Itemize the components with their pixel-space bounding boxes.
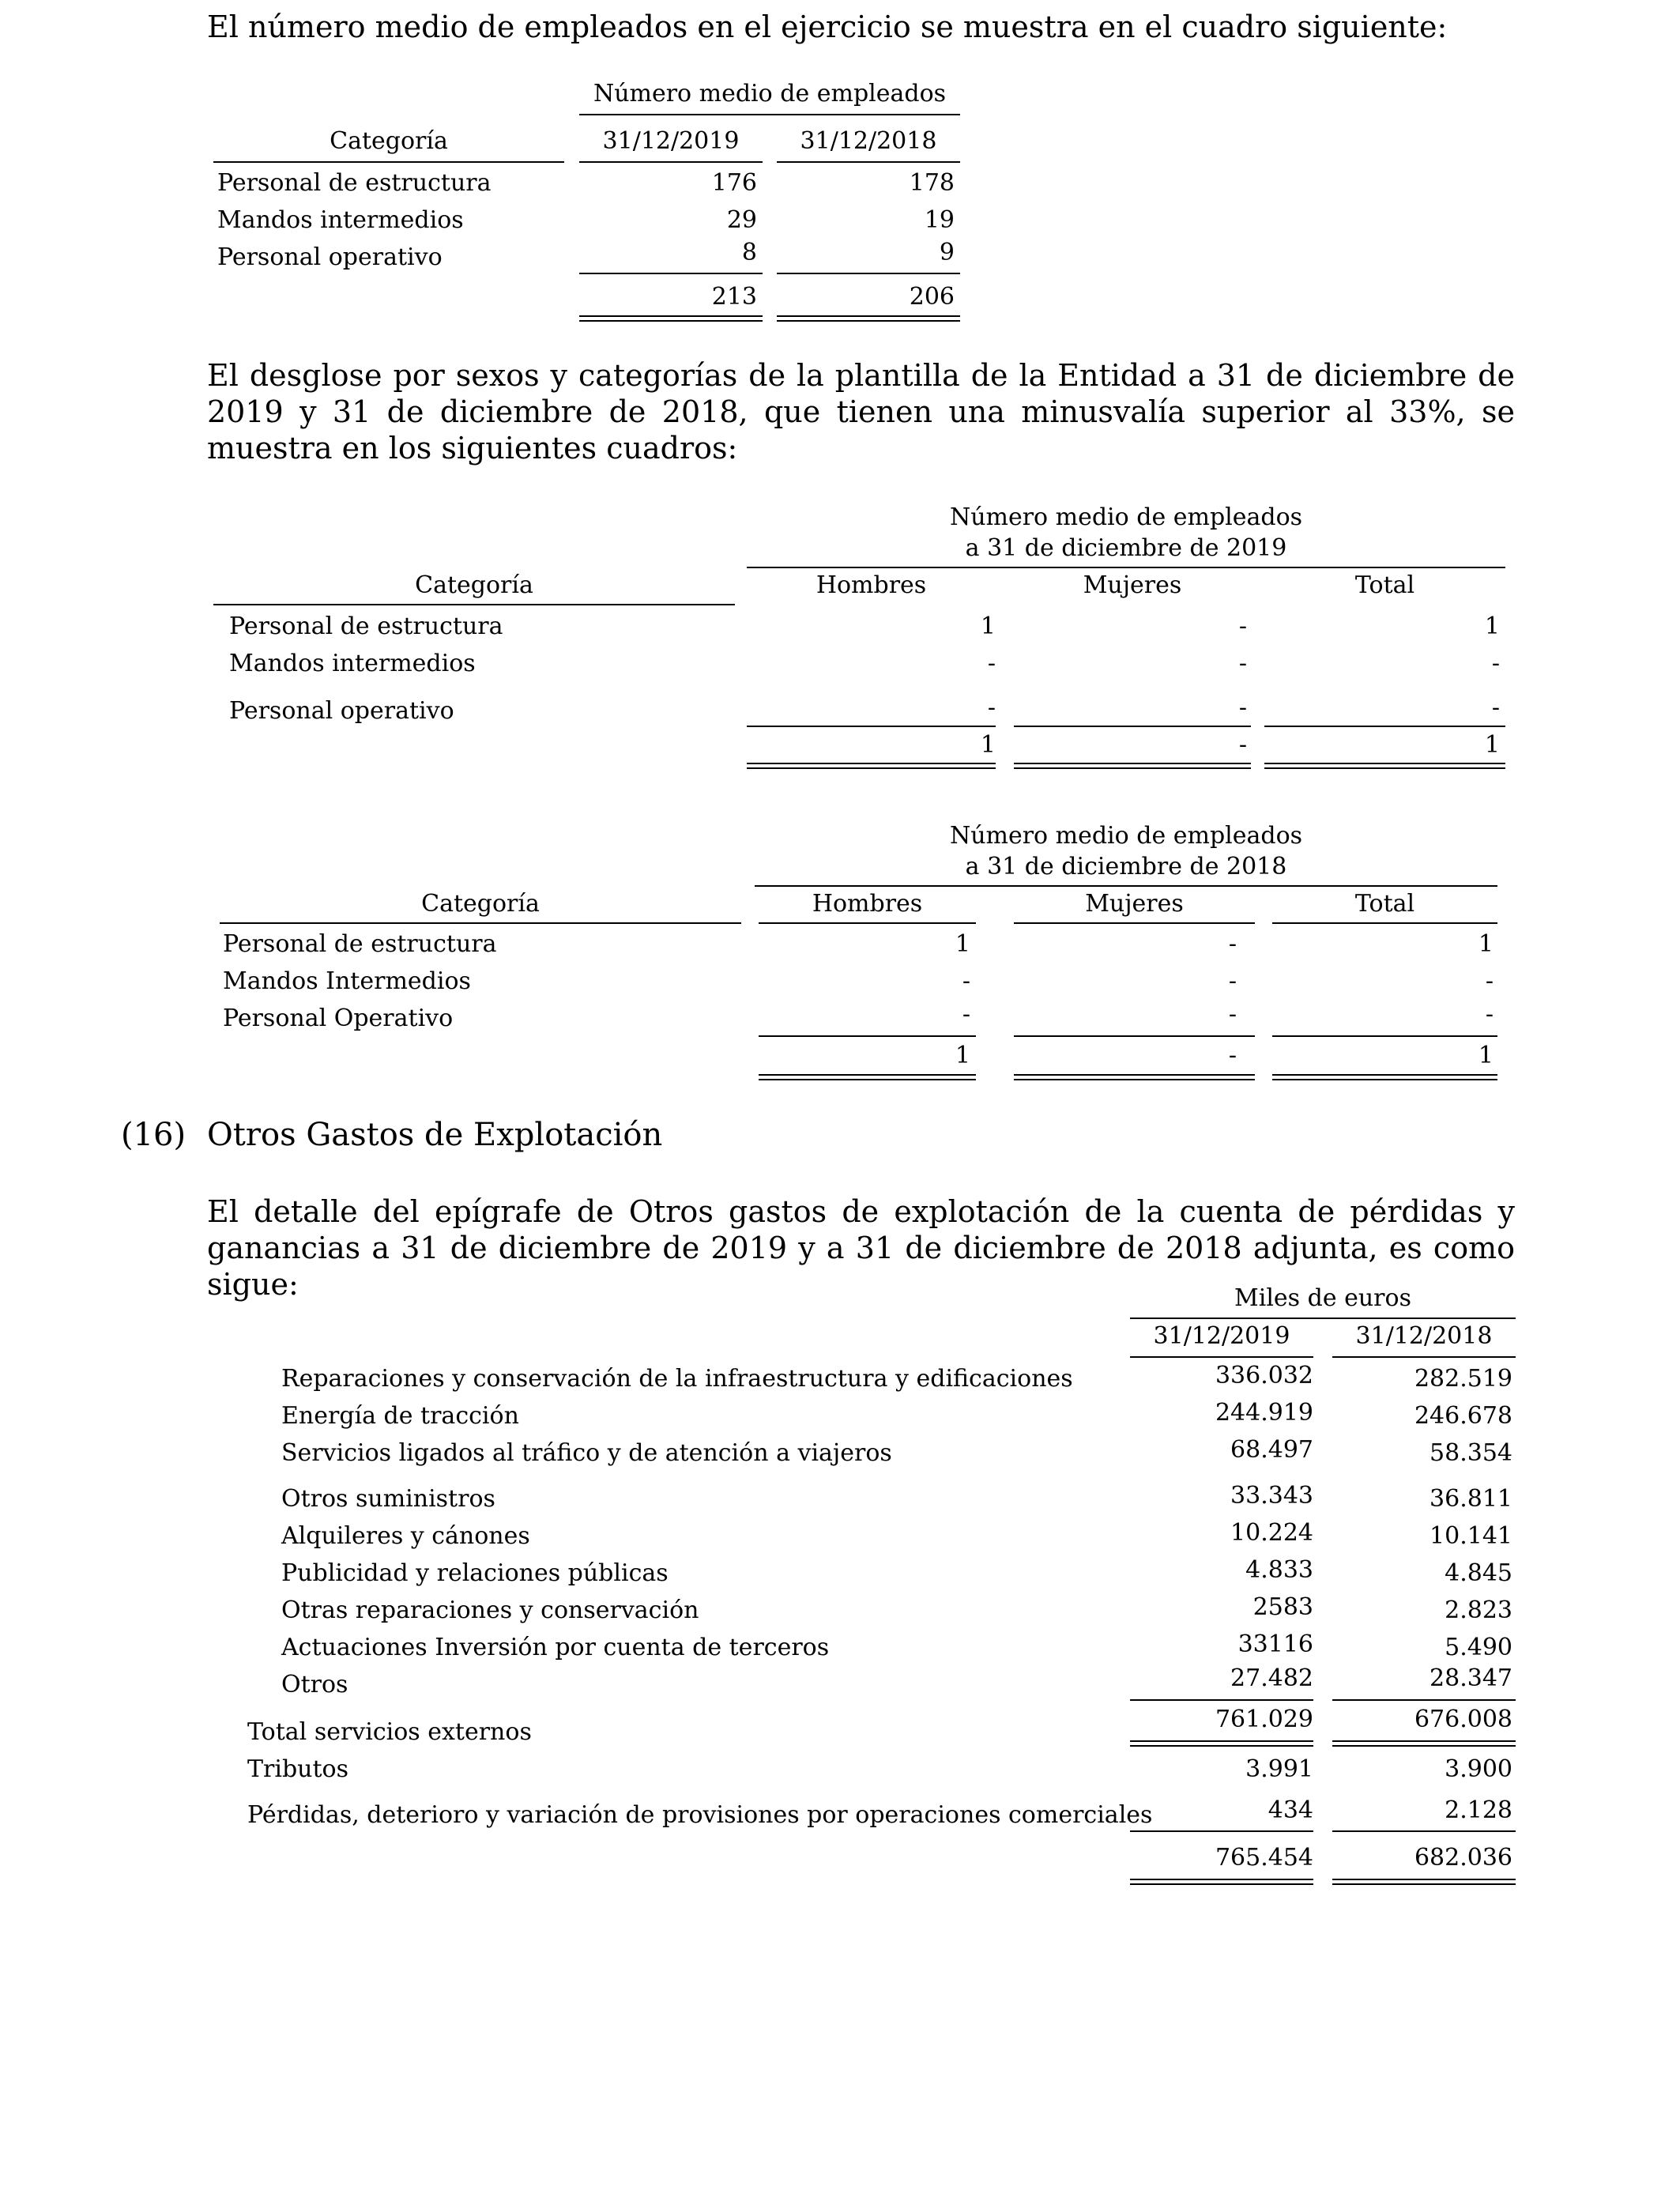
- row-label: Mandos intermedios: [217, 206, 464, 234]
- row-label: Personal de estructura: [229, 613, 503, 640]
- row-label: Energía de tracción: [281, 1402, 519, 1430]
- row-label: Personal operativo: [229, 697, 454, 725]
- row-label: Actuaciones Inversión por cuenta de terceros: [281, 1634, 830, 1661]
- row-label: Personal Operativo: [223, 1005, 454, 1032]
- row-label: Personal de estructura: [217, 169, 492, 197]
- row-label: Otras reparaciones y conservación: [281, 1596, 699, 1624]
- row-value-2019: 68.497: [1230, 1436, 1313, 1464]
- row-value-2018: 246.678: [1414, 1402, 1512, 1430]
- table3-group-header-line1: Número medio de empleados: [949, 822, 1303, 850]
- row-value-2018: 19: [924, 206, 955, 234]
- table4-subtotal-rule-2018: [1332, 1699, 1516, 1701]
- row-value-2019: 29: [726, 206, 757, 234]
- table4-rule-2019: [1130, 1356, 1313, 1358]
- row-value-2019: 176: [711, 169, 757, 197]
- row-value-2019: 33.343: [1230, 1482, 1313, 1510]
- table1-col-2019: 31/12/2019: [602, 127, 740, 155]
- table2-sum-rule-hombres: [747, 726, 996, 727]
- row-value-2019: 244.919: [1215, 1399, 1313, 1427]
- table3-rule-mujeres: [1014, 922, 1255, 924]
- table3-col-mujeres: Mujeres: [1085, 890, 1184, 918]
- intro-paragraph-2: El desglose por sexos y categorías de la plantilla de la Entidad a 31 de diciembre de 2019 y 31 de diciembre de 2018, que tienen una minusvalía superior al 33%, se muestra en los siguientes cuadros:: [207, 358, 1515, 466]
- section-number: (16): [121, 1117, 186, 1153]
- row-value-mujeres: -: [1228, 1001, 1237, 1028]
- section-title: Otros Gastos de Explotación: [207, 1117, 663, 1153]
- table2-sum-rule-mujeres: [1014, 726, 1251, 727]
- table2-rule-category: [213, 604, 735, 605]
- row-label: Otros suministros: [281, 1485, 495, 1513]
- table3-col-category: Categoría: [421, 890, 540, 918]
- table2-double-rule-mujeres: [1014, 763, 1251, 769]
- table3-rule-category: [220, 922, 741, 924]
- table3-sum-rule-total: [1272, 1035, 1497, 1037]
- row-value-total: -: [1491, 650, 1500, 677]
- row-value-2018: 282.519: [1414, 1365, 1512, 1393]
- row-value-2019: 2583: [1252, 1593, 1313, 1621]
- row-label: Otros: [281, 1671, 348, 1698]
- table4-col-2019: 31/12/2019: [1153, 1322, 1290, 1350]
- row-value-2019: 33116: [1237, 1630, 1313, 1658]
- table2-group-header-line1: Número medio de empleados: [949, 503, 1303, 531]
- table2-double-rule-hombres: [747, 763, 996, 769]
- row-value-mujeres: -: [1228, 930, 1237, 958]
- intro-paragraph-3: El detalle del epígrafe de Otros gastos de explotación de la cuenta de pérdidas y ganancias a 31 de diciembre de 2019 y a 31 de diciembre de 2018 adjunta, es como sigue:: [207, 1194, 1515, 1302]
- table3-col-total: Total: [1354, 890, 1415, 918]
- table4-group-header: Miles de euros: [1234, 1284, 1411, 1312]
- row-value-2018: 178: [909, 169, 955, 197]
- row-value-2018: 36.811: [1430, 1485, 1512, 1513]
- row-value-hombres: 1: [980, 613, 996, 640]
- table1-total-double-rule-2019: [579, 315, 763, 322]
- row-label: Mandos intermedios: [229, 650, 476, 677]
- table1-group-header: Número medio de empleados: [593, 80, 947, 107]
- row-value-2018: 2.128: [1445, 1796, 1512, 1824]
- row-value-hombres: -: [962, 967, 970, 995]
- subtotal-2018: 676.008: [1414, 1706, 1512, 1733]
- row-value-mujeres: -: [1228, 967, 1237, 995]
- row-value-hombres: -: [987, 650, 996, 677]
- row-label: Personal operativo: [217, 243, 443, 271]
- table3-total-hombres: 1: [955, 1042, 970, 1069]
- table2-total-total: 1: [1484, 731, 1500, 759]
- table4-total-rule-2018: [1332, 1830, 1516, 1832]
- row-label: Pérdidas, deterioro y variación de provisiones por operaciones comerciales: [247, 1801, 1153, 1829]
- row-label: Tributos: [247, 1755, 348, 1783]
- table3-rule-hombres: [759, 922, 976, 924]
- table1-total-2018: 206: [909, 283, 955, 311]
- row-value-2018: 2.823: [1445, 1596, 1512, 1624]
- table3-col-hombres: Hombres: [812, 890, 923, 918]
- row-label: Publicidad y relaciones públicas: [281, 1559, 669, 1587]
- row-value-2018: 5.490: [1445, 1634, 1512, 1661]
- row-value-2019: 27.482: [1230, 1664, 1313, 1692]
- row-label: Servicios ligados al tráfico y de atención a viajeros: [281, 1439, 892, 1467]
- row-value-total: -: [1485, 1001, 1494, 1028]
- table4-total-double-rule-2019: [1130, 1879, 1313, 1885]
- intro-paragraph-1: El número medio de empleados en el ejercicio se muestra en el cuadro siguiente:: [207, 9, 1448, 44]
- subtotal-label: Total servicios externos: [247, 1718, 532, 1746]
- table1-rule-2018: [777, 161, 960, 163]
- row-label: Reparaciones y conservación de la infraestructura y edificaciones: [281, 1365, 1073, 1393]
- row-value-total: 1: [1484, 613, 1500, 640]
- row-value-2019: 3.991: [1245, 1755, 1313, 1783]
- row-value-2018: 28.347: [1430, 1664, 1512, 1692]
- row-value-mujeres: -: [1238, 650, 1247, 677]
- table1-rule-category: [213, 161, 564, 163]
- table2-group-header-line2: a 31 de diciembre de 2019: [965, 534, 1287, 562]
- table4-total-rule-2019: [1130, 1830, 1313, 1832]
- table4-subtotal-double-rule-2018: [1332, 1740, 1516, 1747]
- row-value-2019: 8: [741, 239, 757, 266]
- row-value-hombres: 1: [955, 930, 970, 958]
- table3-rule-total: [1272, 922, 1497, 924]
- row-value-hombres: -: [962, 1001, 970, 1028]
- table1-sum-rule-2019: [579, 273, 763, 274]
- table2-col-hombres: Hombres: [816, 571, 927, 599]
- table2-col-mujeres: Mujeres: [1083, 571, 1182, 599]
- row-value-2019: 434: [1268, 1796, 1313, 1824]
- table1-sum-rule-2018: [777, 273, 960, 274]
- row-value-mujeres: -: [1238, 694, 1247, 722]
- table1-header-rule: [579, 114, 960, 115]
- table3-total-mujeres: -: [1228, 1042, 1237, 1069]
- row-value-2018: 9: [939, 239, 955, 266]
- row-value-2018: 4.845: [1445, 1559, 1512, 1587]
- table4-subtotal-rule-2019: [1130, 1699, 1313, 1701]
- table1-col-category: Categoría: [330, 127, 448, 155]
- row-value-2018: 10.141: [1430, 1522, 1512, 1550]
- table4-total-double-rule-2018: [1332, 1879, 1516, 1885]
- table3-double-rule-mujeres: [1014, 1074, 1255, 1080]
- row-value-2018: 58.354: [1430, 1439, 1512, 1467]
- row-value-total: -: [1485, 967, 1494, 995]
- table2-double-rule-total: [1264, 763, 1505, 769]
- row-value-2019: 10.224: [1230, 1519, 1313, 1547]
- table3-sum-rule-hombres: [759, 1035, 976, 1037]
- table2-col-total: Total: [1354, 571, 1415, 599]
- table1-total-2019: 213: [711, 283, 757, 311]
- table2-header-rule: [747, 567, 1505, 568]
- subtotal-2019: 761.029: [1215, 1706, 1313, 1733]
- row-label: Alquileres y cánones: [281, 1522, 530, 1550]
- row-value-hombres: -: [987, 694, 996, 722]
- table2-col-category: Categoría: [415, 571, 533, 599]
- table4-rule-2018: [1332, 1356, 1516, 1358]
- table3-group-header-line2: a 31 de diciembre de 2018: [965, 853, 1287, 880]
- table4-col-2018: 31/12/2018: [1355, 1322, 1493, 1350]
- row-value-2018: 3.900: [1445, 1755, 1512, 1783]
- table1-col-2018: 31/12/2018: [800, 127, 937, 155]
- table3-double-rule-total: [1272, 1074, 1497, 1080]
- row-label: Mandos Intermedios: [223, 967, 471, 995]
- table3-total-total: 1: [1478, 1042, 1494, 1069]
- row-value-total: -: [1491, 694, 1500, 722]
- row-value-2019: 336.032: [1215, 1362, 1313, 1389]
- row-value-total: 1: [1478, 930, 1494, 958]
- table3-header-rule: [755, 885, 1497, 887]
- table4-total-2018: 682.036: [1414, 1844, 1512, 1872]
- row-value-mujeres: -: [1238, 613, 1247, 640]
- table4-header-rule: [1130, 1318, 1516, 1319]
- table2-total-mujeres: -: [1238, 731, 1247, 759]
- table2-total-hombres: 1: [980, 731, 996, 759]
- table1-total-double-rule-2018: [777, 315, 960, 322]
- table3-double-rule-hombres: [759, 1074, 976, 1080]
- row-label: Personal de estructura: [223, 930, 497, 958]
- table4-total-2019: 765.454: [1215, 1844, 1313, 1872]
- table3-sum-rule-mujeres: [1014, 1035, 1255, 1037]
- table4-subtotal-double-rule-2019: [1130, 1740, 1313, 1747]
- row-value-2019: 4.833: [1245, 1556, 1313, 1584]
- table2-sum-rule-total: [1264, 726, 1505, 727]
- table1-rule-2019: [579, 161, 763, 163]
